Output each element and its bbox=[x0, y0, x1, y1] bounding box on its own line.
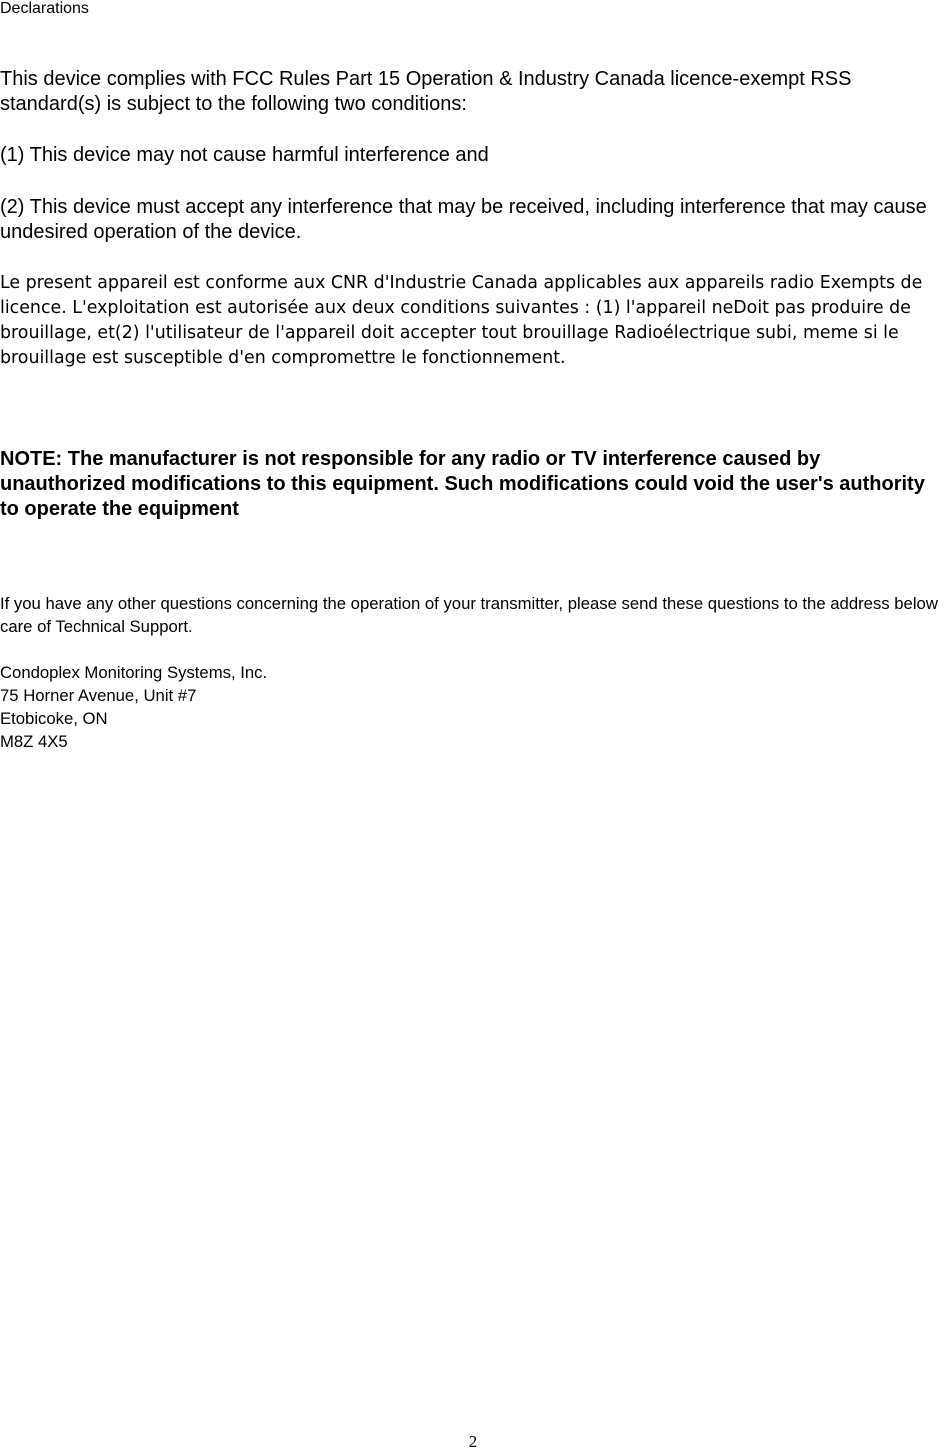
compliance-condition-1: (1) This device may not cause harmful interference and bbox=[0, 144, 489, 166]
street-address: 75 Horner Avenue, Unit #7 bbox=[0, 686, 197, 705]
page-number: 2 bbox=[468, 1432, 478, 1451]
compliance-condition-2: (2) This device must accept any interference that may be received, including interference that may cause undesired operation of the device. bbox=[0, 196, 927, 243]
mailing-address bbox=[0, 661, 600, 753]
manufacturer-note: NOTE: The manufacturer is not responsible for any radio or TV interference caused by unauthorized modifications to this equipment. Such modifications could void the user's authority to operate the equipment bbox=[0, 448, 925, 520]
french-compliance-notice: Le present appareil est conforme aux CNR d'Industrie Canada applicables aux appareils radio Exempts de licence. L'exploitation est autorisée aux deux conditions suivantes : (1) l'appareil neDoit pas produire de brouillage, et(2) l'utilisateur de l'appareil doit accepter tout brouillage Radioélectrique subi, meme si le brouillage est susceptible d'en compromettre le fonctionnement. bbox=[0, 273, 923, 368]
contact-intro: If you have any other questions concerning the operation of your transmitter, please send these questions to the address below care of Technical Support. bbox=[0, 594, 938, 636]
compliance-intro: This device complies with FCC Rules Part 15 Operation & Industry Canada licence-exempt RSS standard(s) is subject to the following two conditions: bbox=[0, 68, 852, 115]
company-name: Condoplex Monitoring Systems, Inc. bbox=[0, 663, 268, 682]
city-province: Etobicoke, ON bbox=[0, 709, 108, 728]
postal-code: M8Z 4X5 bbox=[0, 732, 68, 751]
page-header: Declarations bbox=[0, 0, 89, 17]
